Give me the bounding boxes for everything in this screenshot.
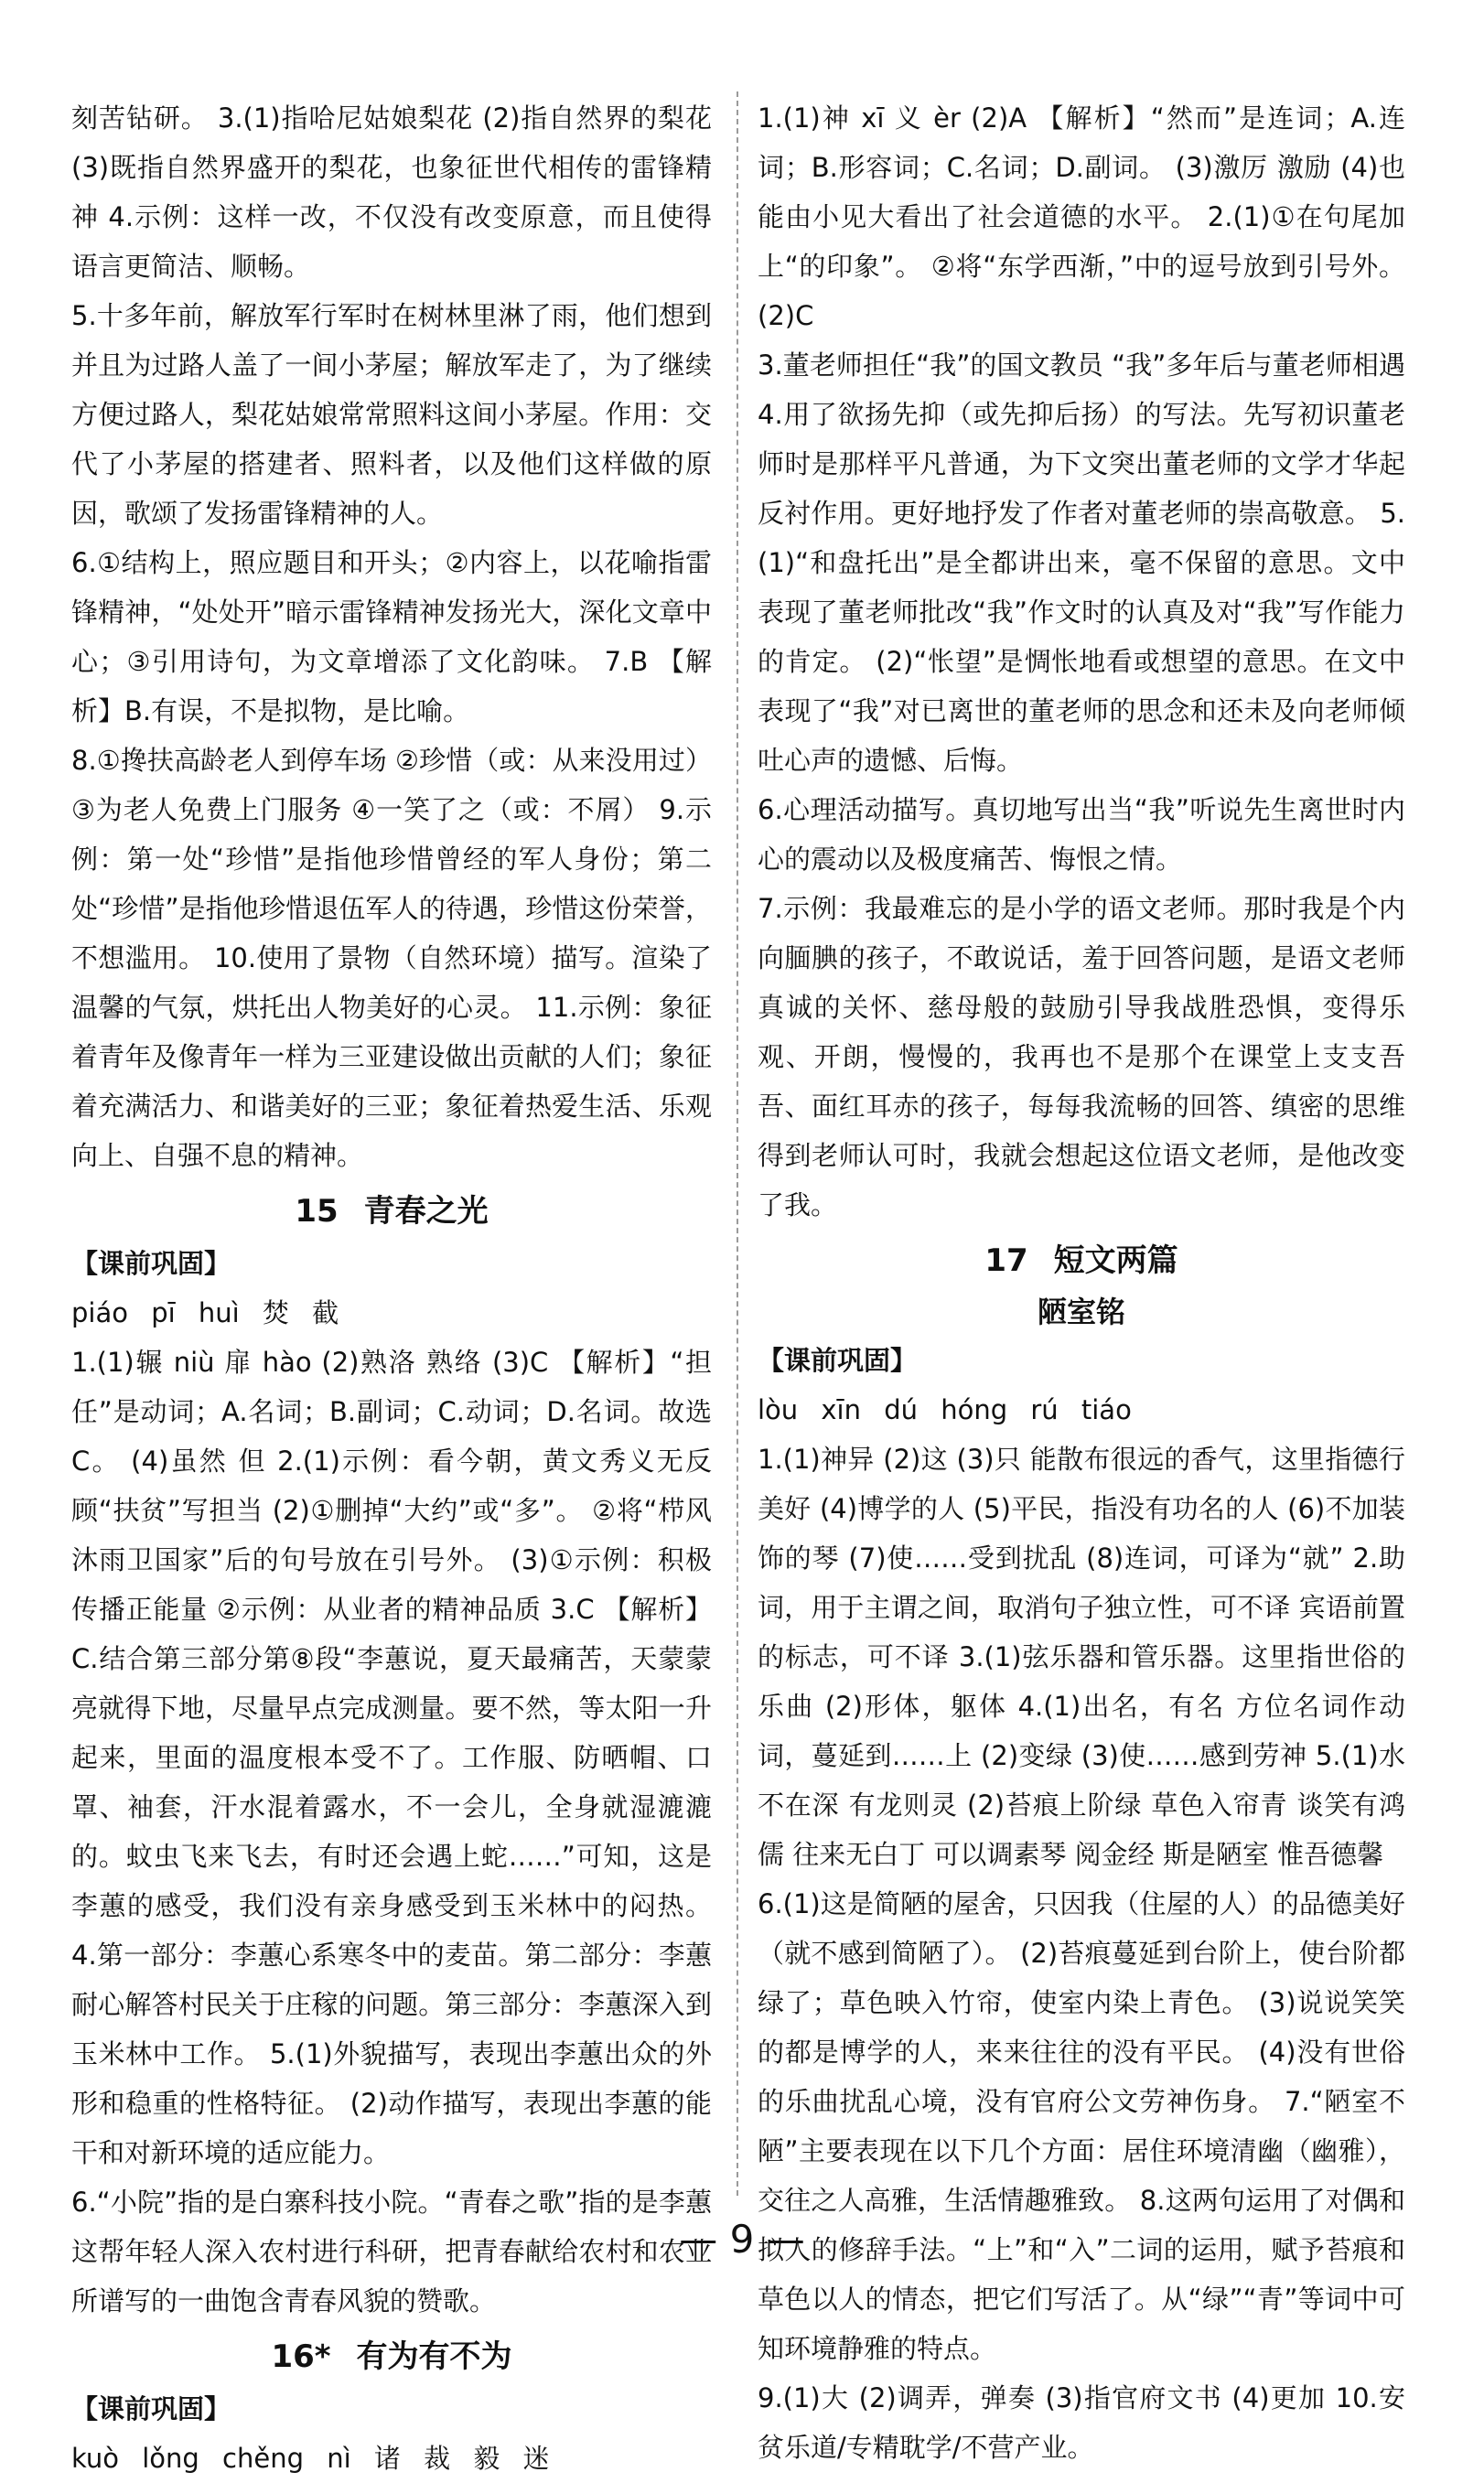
pinyin-line: lòu xīn dú hóng rú tiáo xyxy=(758,1394,1132,1425)
answer-paragraph: 8.①搀扶高龄老人到停车场 ②珍惜（或：从来没用过） ③为老人免费上门服务 ④一笑了之（或：不屑） 9.示例：第一处“珍惜”是指他珍惜曾经的军人身份；第二处“珍惜”是指他珍惜退伍军人的待遇，珍惜这份荣誉，不想滥用。 10.使用了景物（自然环境）描写。渲染了温馨的气氛，烘托出人物美好的心灵。 11.示例：象征着青年及像青年一样为三亚建设做出贡献的人们；象征着充满活力、和谐美好的三亚；象征着热爱生活、乐观向上、自强不息的精神。 xyxy=(71,745,712,1171)
section-17-title xyxy=(758,1233,1405,1288)
section-heading: 【课前巩固】 xyxy=(71,2393,231,2424)
answer-paragraph: 6.①结构上，照应题目和开头；②内容上，以花喻指雷锋精神，“处处开”暗示雷锋精神发扬光大，深化文章中心；③引用诗句，为文章增添了文化韵味。 7.B 【解析】B.有误，不是拟物，是比喻。 xyxy=(71,547,712,726)
section-number: 17 xyxy=(984,1242,1028,1279)
section-number: 16* xyxy=(271,2338,331,2375)
answer-paragraph: 3.董老师担任“我”的国文教员 “我”多年后与董老师相遇 4.用了欲扬先抑（或先抑后扬）的写法。先写初识董老师时是那样平凡普通，为下文突出董老师的文学才华起反衬作用。更好地抒发了作者对董老师的崇高敬意。 5.(1)“和盘托出”是全都讲出来，毫不保留的意思。文中表现了董老师批改“我”作文时的认真及对“我”写作能力的肯定。 (2)“怅望”是惆怅地看或想望的意思。在文中表现了“我”对已离世的董老师的思念和还未及向老师倾吐心声的遗憾、后悔。 xyxy=(758,349,1405,776)
answer-paragraph: 6.(1)这是简陋的屋舍，只因我（住屋的人）的品德美好（就不感到简陋了）。 (2)苔痕蔓延到台阶上，使台阶都绿了；草色映入竹帘，使室内染上青色。 (3)说说笑笑的都是博学的人，来来往往的没有平民。 (4)没有世俗的乐曲扰乱心境，没有官府公文劳神伤身。 7.“陋室不陋”主要表现在以下几个方面：居住环境清幽（幽雅），交往之人高雅，生活情趣雅致。 8.这两句运用了对偶和拟人的修辞手法。“上”和“入”二词的运用，赋予苔痕和草色以人的情态，把它们写活了。从“绿”“青”等词中可知环境静雅的特点。 xyxy=(758,1888,1405,2364)
section-title-text: 有为有不为 xyxy=(356,2338,512,2375)
right-column xyxy=(758,93,1405,2472)
pinyin-line: piáo pī huì 焚 截 xyxy=(71,1297,339,1328)
left-column xyxy=(71,93,712,2483)
section-heading: 【课前巩固】 xyxy=(758,1345,918,1376)
answer-paragraph: 5.十多年前，解放军行军时在树林里淋了雨，他们想到并且为过路人盖了一间小茅屋；解放军走了，为了继续方便过路人，梨花姑娘常常照料这间小茅屋。作用：交代了小茅屋的搭建者、照料者，以及他们这样做的原因，歌颂了发扬雷锋精神的人。 xyxy=(71,300,712,529)
section-title-text: 短文两篇 xyxy=(1053,1242,1178,1279)
pinyin-line: kuò lǒng chěng nì 诸 裁 毅 迷 xyxy=(71,2443,550,2474)
answer-paragraph: 1.(1)辗 niù 扉 hào (2)熟洛 熟络 (3)C 【解析】“担任”是动词；A.名词；B.副词；C.动词；D.名词。故选C。 (4)虽然 但 2.(1)示例：看今朝，黄文秀义无反顾“扶贫”写担当 (2)①删掉“大约”或“多”。 ②将“栉风沐雨卫国家”后的句号放在引号外。 (3)①示例：积极传播正能量 ②示例：从业者的精神品质 3.C 【解析】C.结合第三部分第⑧段“李蕙说，夏天最痛苦，天蒙蒙亮就得下地，尽量早点完成测量。要不然，等太阳一升起来，里面的温度根本受不了。工作服、防晒帽、口罩、袖套，汗水混着露水，不一会儿，全身就湿漉漉的。蚊虫飞来飞去，有时还会遇上蛇……”可知，这是李蕙的感受，我们没有亲身感受到玉米林中的闷热。 4.第一部分：李蕙心系寒冬中的麦苗。第二部分：李蕙耐心解答村民关于庄稼的问题。第三部分：李蕙深入到玉米林中工作。 5.(1)外貌描写，表现出李蕙出众的外形和稳重的性格特征。 (2)动作描写，表现出李蕙的能干和对新环境的适应能力。 xyxy=(71,1347,712,2168)
answer-paragraph: 1.(1)神 xī 义 èr (2)A 【解析】“然而”是连词；A.连词；B.形容词；C.名词；D.副词。 (3)激厉 激励 (4)也能由小见大看出了社会道德的水平。 2.(1)①在句尾加上“的印象”。 ②将“东学西渐，”中的逗号放到引号外。 (2)C xyxy=(758,102,1405,331)
answer-paragraph: 9.(1)大 (2)调弄，弹奏 (3)指官府文书 (4)更加 10.安贫乐道/专精耽学/不营产业。 xyxy=(758,2382,1405,2463)
answer-paragraph: 6.心理活动描写。真切地写出当“我”听说先生离世时内心的震动以及极度痛苦、悔恨之情。 xyxy=(758,794,1405,875)
answer-paragraph: 刻苦钻研。 3.(1)指哈尼姑娘梨花 (2)指自然界的梨花 (3)既指自然界盛开的梨花，也象征世代相传的雷锋精神 4.示例：这样一改，不仅没有改变原意，而且使得语言更简洁、顺畅。 xyxy=(71,102,712,282)
section-subtitle: 陋室铭 xyxy=(1037,1295,1125,1329)
section-title-text: 青春之光 xyxy=(363,1193,489,1230)
answer-paragraph: 7.示例：我最难忘的是小学的语文老师。那时我是个内向腼腆的孩子，不敢说话，羞于回答问题，是语文老师真诚的关怀、慈母般的鼓励引导我战胜恐惧，变得乐观、开朗，慢慢的，我再也不是那个在课堂上支支吾吾、面红耳赤的孩子，每每我流畅的回答、缜密的思维得到老师认可时，我就会想起这位语文老师，是他改变了我。 xyxy=(758,893,1405,1220)
section-16-title xyxy=(71,2329,712,2384)
section-15-title xyxy=(71,1184,712,1239)
section-number: 15 xyxy=(295,1193,339,1230)
section-heading: 【课前巩固】 xyxy=(71,1248,231,1279)
answer-paragraph: 6.“小院”指的是白寨科技小院。“青春之歌”指的是李蕙这帮年轻人深入农村进行科研，把青春献给农村和农业所谱写的一曲饱含青春风貌的赞歌。 xyxy=(71,2187,712,2316)
page-number: — 9 — xyxy=(679,2217,805,2262)
answer-paragraph: 1.(1)神异 (2)这 (3)只 能散布很远的香气，这里指德行美好 (4)博学的人 (5)平民，指没有功名的人 (6)不加装饰的琴 (7)使……受到扰乱 (8)连词，可译为“就” 2.助词，用于主谓之间，取消句子独立性，可不译 宾语前置的标志，可不译 3.(1)弦乐器和管乐器。这里指世俗的乐曲 (2)形体，躯体 4.(1)出名，有名 方位名词作动词，蔓延到……上 (2)变绿 (3)使……感到劳神 5.(1)水不在深 有龙则灵 (2)苔痕上阶绿 草色入帘青 谈笑有鸿儒 往来无白丁 可以调素琴 阅金经 斯是陋室 惟吾德馨 xyxy=(758,1444,1405,1870)
column-divider xyxy=(737,91,738,2196)
